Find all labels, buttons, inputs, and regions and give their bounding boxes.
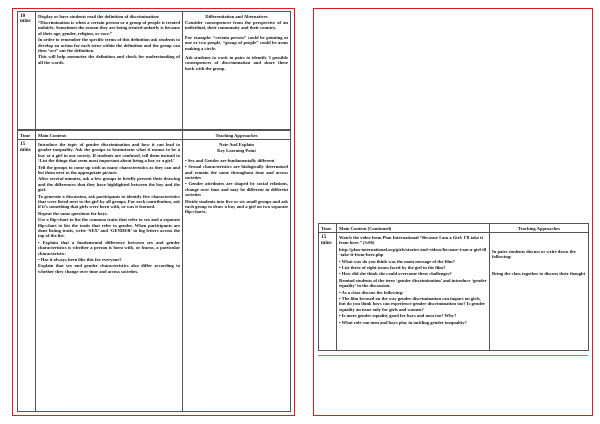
header-teaching-approaches: Teaching Approaches <box>183 131 291 140</box>
content-line: • What was do you think was the main message of the film? <box>339 258 455 264</box>
header-main-content: Main Content: <box>36 131 183 140</box>
content-line: In order to remember the specific terms of this definition ask students to develop an action for each term within the definition and the group can then “act” out the definition. <box>38 37 180 53</box>
content-line: “Discrimination is when a certain person or a group of people is treated unfairly. Sometimes the reason they are being treated unfairly is because of their age, gender, religion, or race.” <box>38 19 181 36</box>
header-time: Time <box>319 224 337 233</box>
content-line: This will help memorize the definition and check for understanding of all the words. <box>38 54 180 65</box>
header-teaching-approaches: Teaching Approaches <box>490 224 589 233</box>
content-line: • Explain that a fundamental difference between sex and gender characteristics is whether a person is born with, or learns, a particular characteristic. <box>38 239 180 256</box>
differentiation-table <box>17 11 291 130</box>
document-page-left <box>12 8 295 416</box>
content-cell <box>36 12 183 130</box>
content-line: • List three of eight issues faced by the girl in the film? <box>339 264 446 270</box>
approach-cell <box>490 233 589 351</box>
approach-cell <box>183 12 291 130</box>
content-line: • What role can men and boys play in tackling gender inequality? <box>339 319 467 325</box>
content-line: • As a class discuss the following: <box>339 289 404 295</box>
approach-line: • Gender attributes are shaped by social relations, change over time and may be different in different societies <box>185 181 288 198</box>
document-page-right <box>313 8 593 416</box>
page-divider <box>318 355 588 356</box>
approach-line: Consider consequences from the perspective of an individual, their community and their country. <box>185 19 288 31</box>
time-cell: 15 mins <box>319 233 337 351</box>
approach-line: Divide students into five or six small groups and ask each group to draw a boy and a girl on two separate flip-charts. <box>185 198 288 215</box>
content-line: • Has it always been like this for everyone? <box>38 257 122 263</box>
time-cell: 10 mins <box>18 12 36 130</box>
lesson-table <box>17 130 291 412</box>
header-time: Time <box>18 131 36 140</box>
content-line: Explain that sex and gender characteristics also differ according to whether they change over time and across societies. <box>38 263 180 274</box>
approach-line: For example: “certain person” could be pointing at one or two people, “group of people” could be arms making a circle. <box>185 34 288 51</box>
content-line: To generate a discussion, ask participants to identify five characteristics that were listed next to the girl by all groups. For each contribution, ask if it’s something that girls were born with, or was it learned. <box>38 193 180 210</box>
approach-line: Ask students to work in pairs to identify 3 possible consequences of discrimination and share these back with the group. <box>185 54 288 71</box>
approach-cell <box>183 140 291 412</box>
header-main-content: Main Content (Continued) <box>337 224 490 233</box>
content-line: Repeat the same questions for boys. <box>38 210 108 216</box>
content-line: • The film focused on the way gender discrimination can impact on girls, but do you think boys can experience gender discrimination too? Is gender equality an issue only for girls and women? <box>339 295 485 312</box>
approach-line: • Sexual characteristics are biologically determined and remain the same throughout time and across societies <box>185 164 288 180</box>
content-line: Watch the video from Plan International “Because I am a Girl: I’ll take it from here.” (3:06) <box>339 234 483 246</box>
content-line: Tell the groups to come up with as many characteristics as they can and list them next to the appropriate picture. <box>38 164 180 175</box>
approach-subtitle: Key Learning Point <box>217 148 256 154</box>
content-line: • Is more gender equality good for boys and men too? Why? <box>339 313 457 319</box>
approach-line: • Sex and Gender are fundamentally different <box>185 157 275 163</box>
approach-line: In pairs students discuss or write down the following: <box>492 248 576 260</box>
video-link[interactable]: http://plan-international.org/girls/stories-and-videos/because-i-am-a-girl-ill-take-it-from-here.php <box>339 246 487 258</box>
lesson-table-continued <box>318 223 589 351</box>
time-cell: 15 mins <box>18 140 36 412</box>
approach-line: Bring the class together to discuss their thought <box>492 270 586 276</box>
content-cell <box>36 140 183 412</box>
approach-title: Note And Explain <box>219 141 254 147</box>
content-cell <box>337 233 490 351</box>
approach-title: Differentiation and Alternatives <box>205 13 268 19</box>
content-line: After several minutes, ask a few groups to briefly present their drawing and the differences that they have highlighted between the boy and the girl. <box>38 176 180 193</box>
content-line: • How did she think she could overcome these challenges? <box>339 271 452 277</box>
content-line: Display or have students read the definition of discrimination: <box>38 13 160 19</box>
content-line: Use a flip-chart to list the common traits that refer to sex and a separate flip-chart to list the traits that refer to gender. When participants are done listing traits, write ‘SEX’ and ‘GENDER’ in big letters across the top of the list. <box>38 217 180 239</box>
content-line: Introduce the topic of gender discrimination and how it can lead to gender inequality. Ask the groups to brainstorm what it means to be a boy or a girl in our society. If students are confused, tell them instead to ‘List the things that seem most important about being a boy or a girl.’ <box>38 141 180 164</box>
content-line: Remind students of the term ‘gender discrimination’ and introduce ‘gender equality’ in the discussion. <box>339 277 487 289</box>
